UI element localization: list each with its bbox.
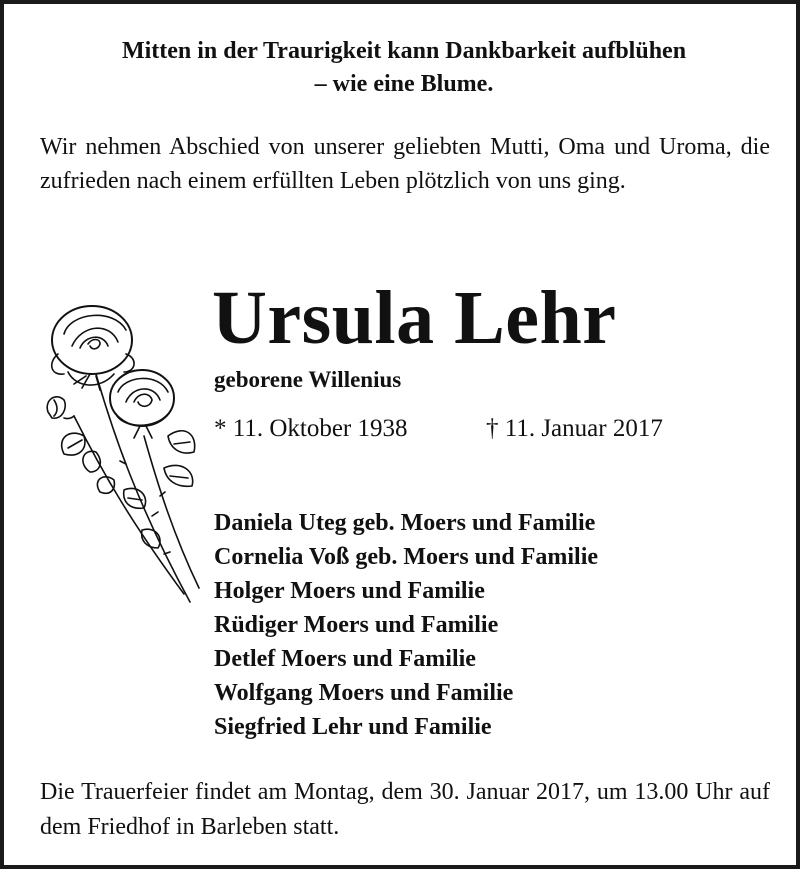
mourner-entry: Detlef Moers und Familie (214, 646, 476, 672)
mourner-entry: Holger Moers und Familie (214, 578, 485, 604)
motto-line-2: – wie eine Blume. (314, 71, 494, 97)
motto-line-1: Mitten in der Traurigkeit kann Dankbarkeit aufblühen (121, 38, 687, 64)
birth-date: * 11. Oktober 1938 (214, 415, 408, 442)
mourner-entry: Wolfgang Moers und Familie (214, 680, 514, 706)
roses-icon (34, 296, 206, 614)
intro-text: Wir nehmen Abschied von unserer geliebten Mutti, Oma und Uroma, die zufrieden nach einem erfüllten Leben plötzlich von uns ging. (40, 134, 770, 194)
mourner-entry: Siegfried Lehr und Familie (214, 714, 492, 740)
mourner-entry: Cornelia Voß geb. Moers und Familie (214, 544, 599, 570)
mourners-list (214, 506, 598, 744)
maiden-name: geborene Willenius (214, 367, 402, 392)
mourner-entry: Rüdiger Moers und Familie (214, 612, 499, 638)
mourner-entry: Daniela Uteg geb. Moers und Familie (214, 510, 596, 536)
death-date: † 11. Januar 2017 (486, 415, 663, 442)
funeral-notice: Die Trauerfeier findet am Montag, dem 30. Januar 2017, um 13.00 Uhr auf dem Friedhof in Barleben statt. (40, 779, 770, 840)
deceased-name: Ursula Lehr (212, 276, 617, 360)
